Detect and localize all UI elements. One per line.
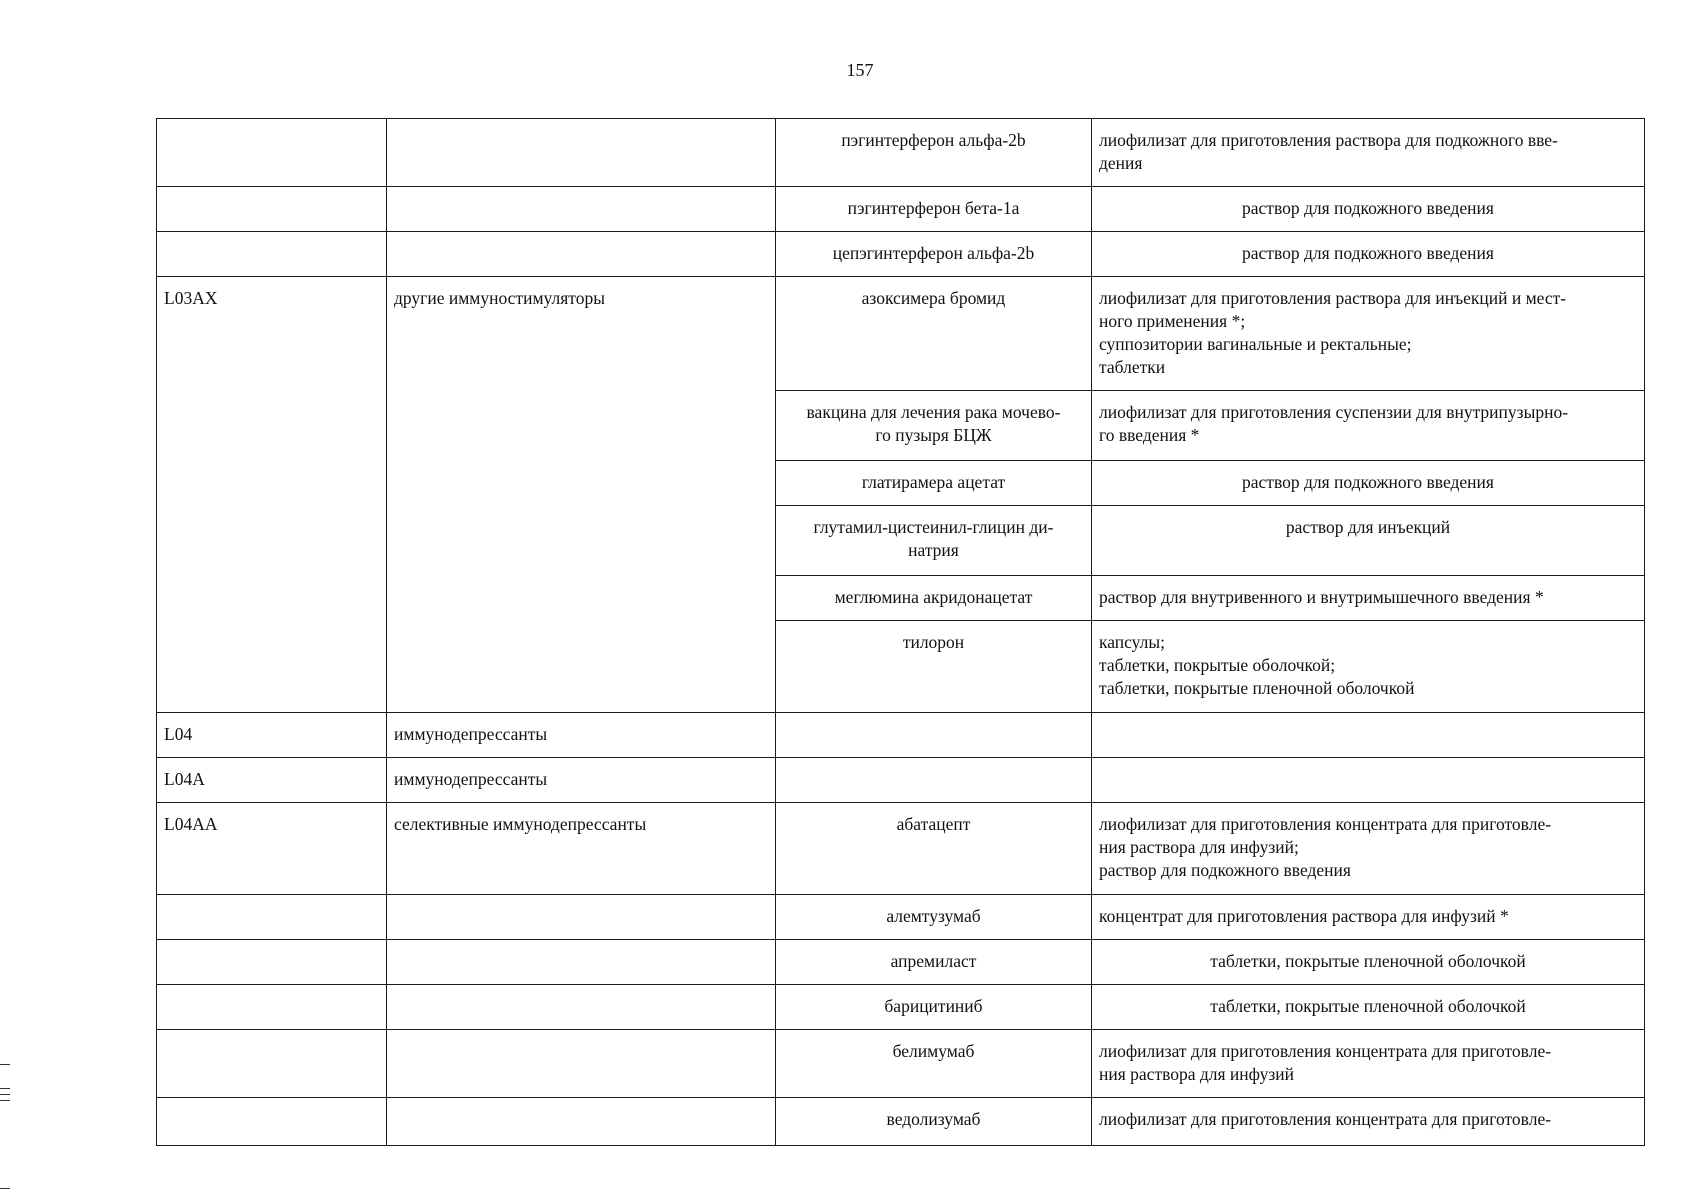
- table-row: [157, 895, 1645, 940]
- table-row: [157, 1030, 1645, 1098]
- dosage-form-cell: капсулы; таблетки, покрытые оболочкой; таблетки, покрытые пленочной оболочкой: [1092, 621, 1645, 713]
- atc-code-cell: L04A: [157, 758, 387, 803]
- drug-name-cell: [776, 758, 1092, 803]
- atc-code-cell: L04: [157, 713, 387, 758]
- dosage-form-cell: лиофилизат для приготовления раствора для подкожного вве- дения: [1092, 119, 1645, 187]
- group-name-cell: [387, 232, 776, 277]
- group-name-cell: [387, 940, 776, 985]
- dosage-form-cell: лиофилизат для приготовления суспензии для внутрипузырно- го введения *: [1092, 391, 1645, 461]
- atc-code-cell: L04AA: [157, 803, 387, 895]
- dosage-form-cell: раствор для внутривенного и внутримышечного введения *: [1092, 576, 1645, 621]
- group-name-cell: [387, 895, 776, 940]
- drug-name-cell: глутамил-цистеинил-глицин ди- натрия: [776, 506, 1092, 576]
- drug-name-cell: цепэгинтерферон альфа-2b: [776, 232, 1092, 277]
- table-row: [157, 985, 1645, 1030]
- dosage-form-cell: лиофилизат для приготовления концентрата для приготовле- ния раствора для инфузий; раствор для подкожного введения: [1092, 803, 1645, 895]
- group-name-cell: иммунодепрессанты: [387, 713, 776, 758]
- dosage-form-cell: [1092, 758, 1645, 803]
- table-row: [157, 119, 1645, 187]
- dosage-form-cell: раствор для подкожного введения: [1092, 187, 1645, 232]
- table-row: [157, 940, 1645, 985]
- margin-mark: [0, 1188, 10, 1189]
- table-row: [157, 187, 1645, 232]
- atc-code-cell: L03AX: [157, 277, 387, 713]
- margin-mark: [0, 1100, 10, 1101]
- drug-table: [156, 118, 1645, 1146]
- dosage-form-cell: таблетки, покрытые пленочной оболочкой: [1092, 985, 1645, 1030]
- margin-mark: [0, 1064, 10, 1065]
- dosage-form-cell: [1092, 713, 1645, 758]
- atc-code-cell: [157, 940, 387, 985]
- drug-name-cell: абатацепт: [776, 803, 1092, 895]
- page-number: 157: [846, 60, 874, 80]
- drug-name-cell: ведолизумаб: [776, 1098, 1092, 1146]
- drug-name-cell: [776, 713, 1092, 758]
- atc-code-cell: [157, 985, 387, 1030]
- atc-code-cell: [157, 1030, 387, 1098]
- drug-name-cell: алемтузумаб: [776, 895, 1092, 940]
- group-name-cell: селективные иммунодепрессанты: [387, 803, 776, 895]
- atc-code-cell: [157, 895, 387, 940]
- group-name-cell: иммунодепрессанты: [387, 758, 776, 803]
- dosage-form-cell: лиофилизат для приготовления концентрата для приготовле-: [1092, 1098, 1645, 1146]
- drug-name-cell: меглюмина акридонацетат: [776, 576, 1092, 621]
- drug-name-cell: глатирамера ацетат: [776, 461, 1092, 506]
- atc-code-cell: [157, 119, 387, 187]
- drug-name-cell: барицитиниб: [776, 985, 1092, 1030]
- margin-mark: [0, 1088, 10, 1089]
- table-row: [157, 803, 1645, 895]
- group-name-cell: [387, 1030, 776, 1098]
- dosage-form-cell: раствор для подкожного введения: [1092, 232, 1645, 277]
- drug-name-cell: пэгинтерферон альфа-2b: [776, 119, 1092, 187]
- drug-name-cell: пэгинтерферон бета-1а: [776, 187, 1092, 232]
- atc-code-cell: [157, 232, 387, 277]
- group-name-cell: другие иммуностимуляторы: [387, 277, 776, 713]
- drug-name-cell: апремиласт: [776, 940, 1092, 985]
- drug-name-cell: тилорон: [776, 621, 1092, 713]
- dosage-form-cell: концентрат для приготовления раствора для инфузий *: [1092, 895, 1645, 940]
- table-row: [157, 232, 1645, 277]
- table-row: [157, 713, 1645, 758]
- table-row: [157, 1098, 1645, 1146]
- margin-mark: [0, 1094, 10, 1095]
- dosage-form-cell: раствор для инъекций: [1092, 506, 1645, 576]
- atc-code-cell: [157, 187, 387, 232]
- dosage-form-cell: лиофилизат для приготовления раствора для инъекций и мест- ного применения *; суппозитории вагинальные и ректальные; таблетки: [1092, 277, 1645, 391]
- dosage-form-cell: таблетки, покрытые пленочной оболочкой: [1092, 940, 1645, 985]
- dosage-form-cell: лиофилизат для приготовления концентрата для приготовле- ния раствора для инфузий: [1092, 1030, 1645, 1098]
- group-name-cell: [387, 119, 776, 187]
- table-body: [157, 119, 1645, 1146]
- atc-code-cell: [157, 1098, 387, 1146]
- group-name-cell: [387, 1098, 776, 1146]
- group-name-cell: [387, 985, 776, 1030]
- group-name-cell: [387, 187, 776, 232]
- table-row: [157, 277, 1645, 391]
- dosage-form-cell: раствор для подкожного введения: [1092, 461, 1645, 506]
- drug-name-cell: белимумаб: [776, 1030, 1092, 1098]
- drug-name-cell: азоксимера бромид: [776, 277, 1092, 391]
- table-row: [157, 758, 1645, 803]
- drug-name-cell: вакцина для лечения рака мочево- го пузыря БЦЖ: [776, 391, 1092, 461]
